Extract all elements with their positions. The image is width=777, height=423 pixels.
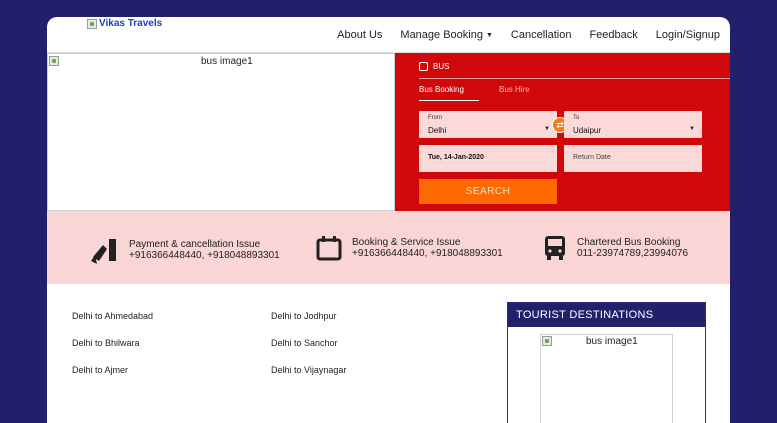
calendar-icon xyxy=(316,235,342,261)
nav-cancellation[interactable]: Cancellation xyxy=(510,29,572,41)
nav-login-signup[interactable]: Login/Signup xyxy=(655,29,720,41)
top-nav xyxy=(337,29,720,41)
hero-image xyxy=(47,53,395,211)
routes-column-1 xyxy=(72,311,153,392)
route-link[interactable]: Delhi to Ahmedabad xyxy=(72,311,154,321)
broken-image-icon xyxy=(87,19,97,29)
route-link[interactable]: Delhi to Vijaynagar xyxy=(271,365,347,375)
search-button[interactable]: SEARCH xyxy=(419,179,557,204)
logo[interactable] xyxy=(87,17,237,30)
nav-manage-booking[interactable] xyxy=(400,29,493,41)
tourist-image-alt: bus image1 xyxy=(586,336,638,347)
booking-panel xyxy=(395,53,730,211)
page-container xyxy=(47,17,730,423)
from-value: Delhi xyxy=(428,126,447,135)
bus-tab[interactable] xyxy=(419,62,449,71)
hero-section xyxy=(47,52,730,212)
to-field[interactable] xyxy=(564,111,702,138)
tab-bus-hire[interactable]: Bus Hire xyxy=(499,85,530,94)
payment-info xyxy=(89,235,280,265)
booking-service-info xyxy=(316,235,503,261)
tourist-destinations-title: TOURIST DESTINATIONS xyxy=(508,303,705,327)
routes-column-2 xyxy=(271,311,346,392)
tab-bus-booking[interactable]: Bus Booking xyxy=(419,85,479,101)
from-field[interactable] xyxy=(419,111,557,138)
booking-service-phone[interactable]: +916366448440, +918048893301 xyxy=(352,248,503,259)
route-link[interactable]: Delhi to Bhilwara xyxy=(72,338,140,348)
to-value: Udaipur xyxy=(573,126,602,135)
nav-about-us[interactable]: About Us xyxy=(337,29,383,41)
route-link[interactable]: Delhi to Sanchor xyxy=(271,338,338,348)
from-label: From xyxy=(428,115,442,121)
support-info-band xyxy=(47,211,730,284)
journey-date-field[interactable] xyxy=(419,145,557,172)
payment-title: Payment & cancellation Issue xyxy=(129,239,261,250)
tourist-image[interactable] xyxy=(540,334,673,423)
to-label: To xyxy=(573,115,580,121)
return-date-field[interactable] xyxy=(564,145,702,172)
bus-icon xyxy=(419,62,428,71)
route-link[interactable]: Delhi to Ajmer xyxy=(72,365,129,375)
payment-icon xyxy=(89,235,119,265)
nav-manage-booking-label: Manage Booking xyxy=(400,29,483,41)
chartered-bus-info xyxy=(543,235,688,261)
broken-image-icon xyxy=(542,336,552,346)
caret-down-icon: ▼ xyxy=(485,31,493,39)
nav-feedback[interactable]: Feedback xyxy=(589,29,638,41)
journey-date-value: Tue, 14-Jan-2020 xyxy=(428,154,484,161)
tourist-destinations-panel xyxy=(507,302,706,423)
payment-phone[interactable]: +916366448440, +918048893301 xyxy=(129,250,280,261)
bus-icon xyxy=(543,235,567,261)
booking-tabs xyxy=(419,85,530,101)
hero-image-alt: bus image1 xyxy=(201,56,253,67)
chartered-bus-phone[interactable]: 011-23974789,23994076 xyxy=(577,248,689,259)
booking-service-title: Booking & Service Issue xyxy=(352,237,461,248)
return-date-placeholder: Return Date xyxy=(573,154,611,161)
chartered-bus-title: Chartered Bus Booking xyxy=(577,237,681,248)
chevron-down-icon: ▼ xyxy=(544,126,550,132)
logo-alt-text: Vikas Travels xyxy=(99,18,163,29)
bus-tab-label: BUS xyxy=(433,62,450,71)
route-link[interactable]: Delhi to Jodhpur xyxy=(271,311,337,321)
divider xyxy=(419,78,730,79)
broken-image-icon xyxy=(49,56,59,66)
chevron-down-icon: ▼ xyxy=(689,126,695,132)
swap-icon[interactable]: ⇄ xyxy=(552,117,568,133)
